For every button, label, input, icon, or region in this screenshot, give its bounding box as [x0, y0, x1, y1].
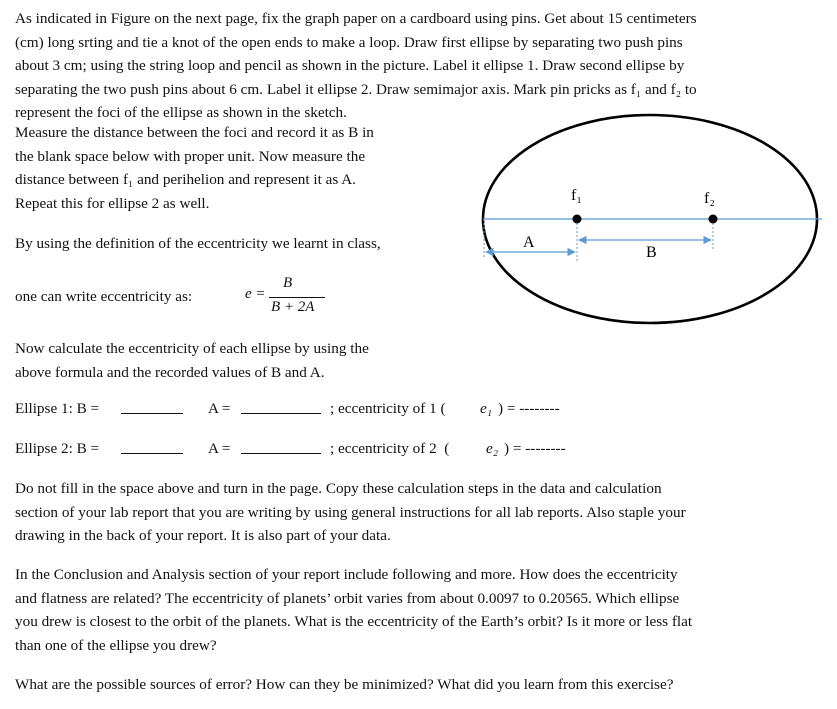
intro-line-3: about 3 cm; using the string loop and pencil as shown in the picture. Label it ellipse 1. Draw second ellipse by [15, 57, 685, 74]
ellipse-1-ecc-end: ) = -------- [498, 400, 560, 417]
conclusion-line-2: and flatness are related? The eccentricity of planets’ orbit varies from about 0.0097 to 0.20565. Which ellipse [15, 589, 680, 607]
focus-1-dot [573, 215, 582, 224]
formula-denominator: B + 2A [271, 299, 315, 315]
measure-line-4: Repeat this for ellipse 2 as well. [15, 194, 210, 212]
focus-1-label: f₁ [571, 187, 582, 204]
calc-prompt-line-2: above formula and the recorded values of B and A. [15, 363, 325, 381]
formula-numerator: B [283, 275, 293, 291]
formula-lhs: e = [245, 286, 266, 302]
ellipse-2-b-label: Ellipse 2: B = [15, 440, 103, 457]
calc-prompt-line-1: Now calculate the eccentricity of each ellipse by using the [15, 340, 369, 357]
ellipse-1-a-label: A = [208, 400, 235, 417]
measure-line-2: the blank space below with proper unit. Now measure the [15, 147, 366, 165]
conclusion-line-1: In the Conclusion and Analysis section of your report include following and more. How does the eccentricity [15, 566, 678, 583]
ellipse-2-ecc-label: ; eccentricity of 2 ( [330, 440, 450, 457]
definition-text: By using the definition of the eccentricity we learnt in class, [15, 235, 381, 252]
formula-lead-text: one can write eccentricity as: [15, 288, 193, 305]
ellipse-1-b-label: Ellipse 1: B = [15, 400, 103, 417]
b-label: B [646, 244, 657, 261]
measure-line-1: Measure the distance between the foci and record it as B in [15, 124, 374, 141]
focus-2-dot [709, 215, 718, 224]
dont-fill-line-2: section of your lab report that you are writing by using general instructions for all lab reports. Also staple your [15, 503, 686, 521]
intro-line-5: represent the foci of the ellipse as shown in the sketch. [15, 104, 347, 121]
ellipse-2-a-label: A = [208, 440, 235, 457]
dont-fill-line-3: drawing in the back of your report. It is also part of your data. [15, 527, 391, 544]
ellipse-1-ecc-label: ; eccentricity of 1 ( [330, 400, 446, 417]
errors-question: What are the possible sources of error? How can they be minimized? What did you learn from this exercise? [15, 676, 674, 693]
focus-2-label: f₂ [704, 190, 715, 207]
a-label: A [523, 234, 535, 251]
intro-line-1: As indicated in Figure on the next page, fix the graph paper on a cardboard using pins. Get about 15 centimeters [15, 10, 697, 27]
measure-line-3: distance between f₁ and perihelion and represent it as A. [15, 171, 356, 188]
ellipse-1-ecc-symbol: e₁ [480, 400, 493, 417]
intro-line-2: (cm) long srting and tie a knot of the open ends to make a loop. Draw first ellipse by separating two push pins [15, 33, 683, 51]
intro-line-4: separating the two push pins about 6 cm. Label it ellipse 2. Draw semimajor axis. Mark pin pricks as f₁ and f₂ to [15, 80, 697, 98]
ellipse-2-ecc-end: ) = -------- [504, 440, 566, 457]
conclusion-line-4: than one of the ellipse you drew? [15, 636, 217, 654]
ellipse-2-ecc-symbol: e₂ [486, 440, 499, 457]
dont-fill-line-1: Do not fill in the space above and turn in the page. Copy these calculation steps in the data and calculation [15, 480, 662, 497]
conclusion-line-3: you drew is closest to the orbit of the planets. What is the eccentricity of the Earth’s orbit? Is it more or less flat [15, 613, 693, 630]
